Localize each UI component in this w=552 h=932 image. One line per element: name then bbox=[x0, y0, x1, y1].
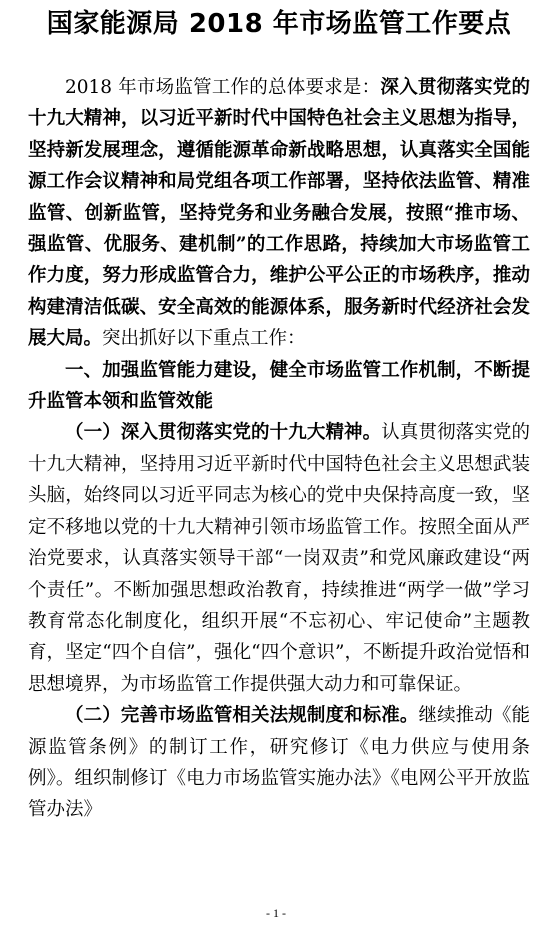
item-1-paragraph bbox=[28, 417, 530, 700]
intro-emphasis: 深入贯彻落实党的十九大精神，以习近平新时代中国特色社会主义思想为指导，坚持新发展理念，遵循能源革命新战略思想，认真落实全国能源工作会议精神和局党组各项工作部署，坚持依法监管、精准监管、创新监管，坚持党务和业务融合发展，按照“推市场、强监管、优服务、建机制”的工作思路，持续加大市场监管工作力度，努力形成监管合力，维护公平公正的市场秩序，推动构建清洁低碳、安全高效的能源体系，服务新时代经济社会发展大局。 bbox=[28, 77, 530, 350]
section-1-heading: 一、加强监管能力建设，健全市场监管工作机制，不断提升监管本领和监管效能 bbox=[28, 359, 530, 413]
item-1-body: 认真贯彻落实党的十九大精神，坚持用习近平新时代中国特色社会主义思想武装头脑，始终同以习近平同志为核心的党中央保持高度一致，坚定不移地以党的十九大精神引领市场监管工作。按照全面从严治党要求，认真落实领导干部“一岗双责”和党风廉政建设“两个责任”。不断加强思想政治教育，持续推进“两学一做”学习教育常态化制度化，组织开展“不忘初心、牢记使命”主题教育，坚定“四个自信”，强化“四个意识”，不断提升政治觉悟和思想境界，为市场监管工作提供强大动力和可靠保证。 bbox=[28, 422, 530, 695]
intro-paragraph bbox=[28, 72, 530, 355]
document-body bbox=[28, 72, 530, 826]
intro-lead: 2018 年市场监管工作的总体要求是： bbox=[65, 77, 381, 98]
item-1-heading: （一）深入贯彻落实党的十九大精神。 bbox=[65, 422, 382, 444]
page-number: - 1 - bbox=[266, 906, 286, 920]
item-2-heading: （二）完善市场监管相关法规制度和标准。 bbox=[65, 705, 419, 727]
item-2-paragraph bbox=[28, 700, 530, 826]
item-2-body: 继续推动《能源监管条例》的制订工作，研究修订《电力供应与使用条例》。组织制修订《电力市场监管实施办法》《电网公平开放监管办法》 bbox=[28, 705, 530, 821]
document-title: 国家能源局 2018 年市场监管工作要点 bbox=[46, 9, 512, 39]
intro-tail: 突出抓好以下重点工作： bbox=[102, 328, 306, 350]
